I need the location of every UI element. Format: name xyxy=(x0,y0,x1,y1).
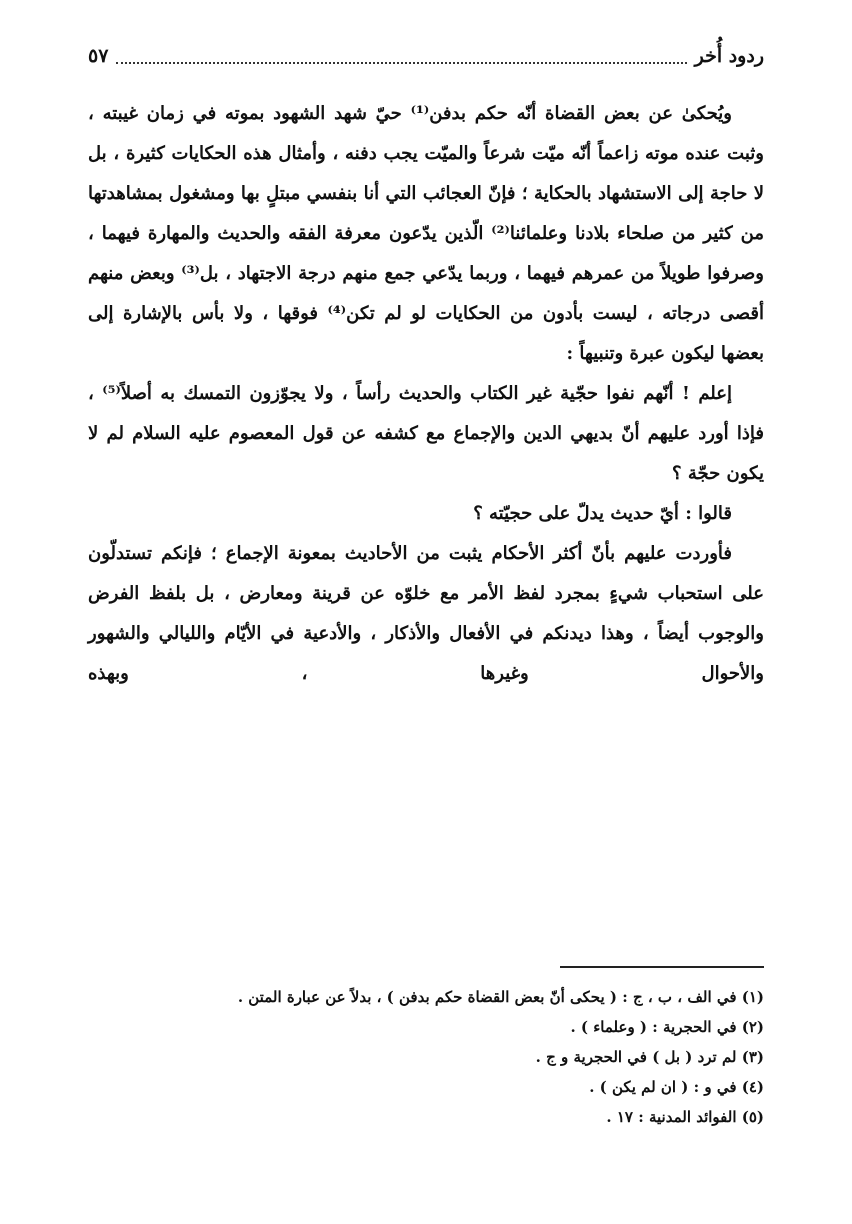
footnote: (٣) لم ترد ( بل ) في الحجرية و ج . xyxy=(535,1048,764,1066)
paragraph: إعلم ! أنّهم نفوا حجّية غير الكتاب والحديث رأساً ، ولا يجوّزون التمسك به أصلاً⁽⁵⁾ ، فإذا أورد عليهم أنّ بديهي الدين والإجماع مع كشفه عن قول المعصوم عليه السلام لم لا يكون حجّة ؟ xyxy=(88,383,764,484)
footnote: (٥) الفوائد المدنية : ١٧ . xyxy=(606,1108,764,1126)
footnotes xyxy=(88,982,764,1132)
paragraph: قالوا : أيّ حديث يدلّ على حجيّته ؟ xyxy=(473,503,732,524)
header-title: ردود أُخر xyxy=(694,45,764,67)
header-leader-dots xyxy=(116,48,686,64)
page-number: ٥٧ xyxy=(88,45,109,67)
footnote-divider xyxy=(560,966,764,968)
paragraph: ويُحكىٰ عن بعض القضاة أنّه حكم بدفن⁽¹⁾ حيّ شهد الشهود بموته في زمان غيبته ، وثبت عنده موته زاعماً أنّه ميّت شرعاً والميّت يجب دفنه ، وأمثال هذه الحكايات كثيرة ، بل لا حاجة إلى الاستشهاد بالحكاية ؛ فإنّ العجائب التي أنا بنفسي مبتلٍ بها ومشغول بمشاهدتها من كثير من صلحاء بلادنا وعلمائنا⁽²⁾ الّذين يدّعون معرفة الفقه والحديث والمهارة فيهما ، وصرفوا طويلاً من عمرهم فيهما ، وربما يدّعي جمع منهم درجة الاجتهاد ، بل⁽³⁾ وبعض منهم أقصى درجاته ، ليست بأدون من الحكايات لو لم تكن⁽⁴⁾ فوقها ، ولا بأس بالإشارة إلى بعضها ليكون عبرة وتنبيهاً : xyxy=(88,103,765,364)
footnote: (٤) في و : ( ان لم يكن ) . xyxy=(589,1078,764,1096)
running-header xyxy=(88,36,764,76)
paragraph: فأوردت عليهم بأنّ أكثر الأحكام يثبت من الأحاديث بمعونة الإجماع ؛ فإنكم تستدلّون على استحباب شيءٍ بمجرد لفظ الأمر مع خلوّه عن قرينة ومعارض ، بل بلفظ الفرض والوجوب أيضاً ، وهذا ديدنكم في الأفعال والأذكار ، والأدعية في الأيّام والليالي والشهور والأحوال وغيرها ، وبهذه xyxy=(88,543,764,684)
main-text xyxy=(88,94,764,694)
footnote: (١) في الف ، ب ، ج : ( يحكى أنّ بعض القضاة حكم بدفن ) ، بدلاً عن عبارة المتن . xyxy=(237,988,764,1006)
footnote: (٢) في الحجرية : ( وعلماء ) . xyxy=(570,1018,764,1036)
